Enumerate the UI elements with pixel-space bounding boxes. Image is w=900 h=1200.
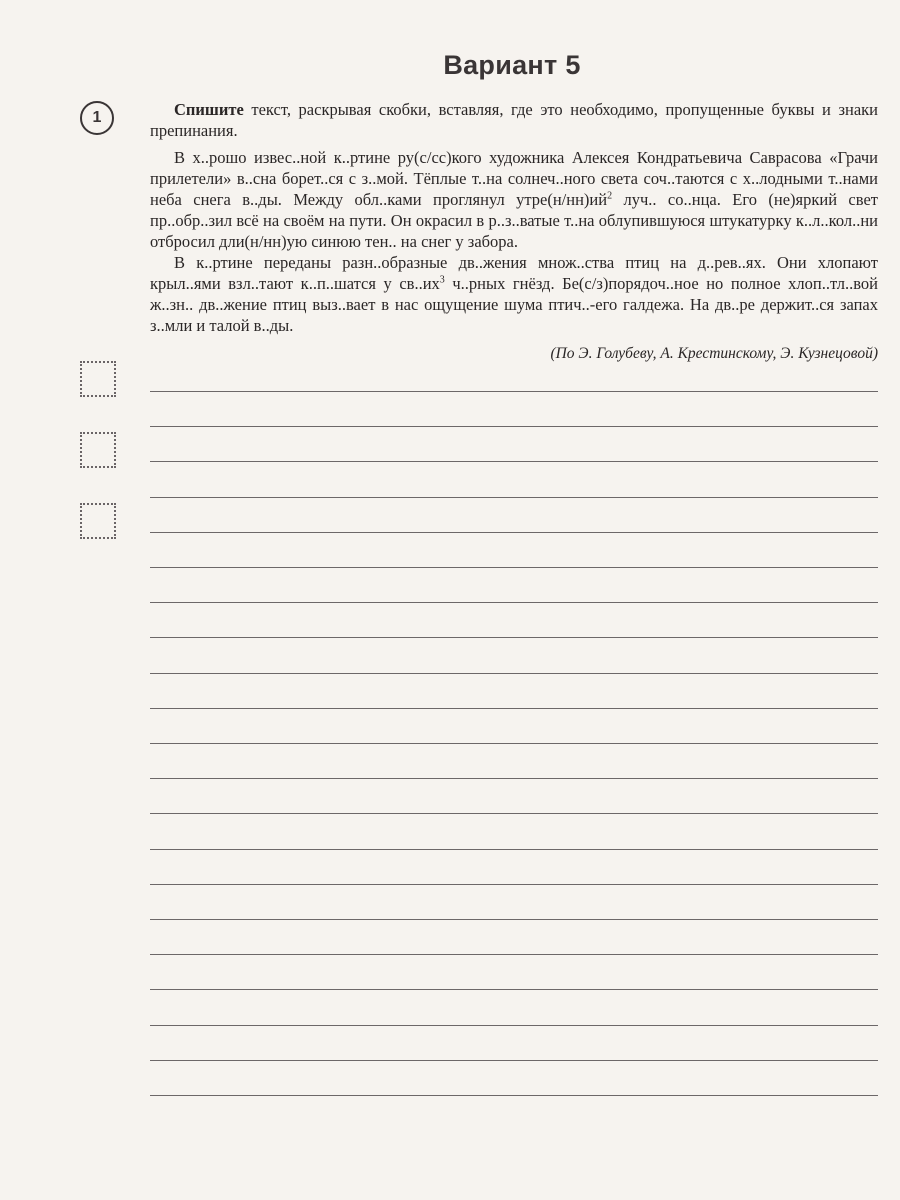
answer-line[interactable] [150,567,878,568]
answer-line[interactable] [150,426,878,427]
score-box-2[interactable] [80,432,116,468]
answer-line[interactable] [150,919,878,920]
answer-line[interactable] [150,954,878,955]
answer-line[interactable] [150,602,878,603]
answer-line[interactable] [150,743,878,744]
answer-line[interactable] [150,708,878,709]
exercise-paragraph-2 [150,252,878,336]
answer-line[interactable] [150,1095,878,1096]
answer-line[interactable] [150,673,878,674]
instruction-bold-verb: Спишите [174,100,244,119]
answer-line[interactable] [150,497,878,498]
paragraph-2-part-a: В к..ртине переданы разн..образные дв..жения множ..ства птиц на д..рев..ях. Они хлопают крыл..ями взл..тают к..п..шатся у св..их [150,253,878,293]
answer-line[interactable] [150,989,878,990]
exercise-paragraph-1 [150,147,878,252]
footnote-marker-2: 2 [607,190,613,202]
answer-line[interactable] [150,813,878,814]
instruction-text: текст, раскрывая скобки, вставляя, где это необходимо, пропущенные буквы и знаки препинания. [150,100,878,140]
answer-line[interactable] [150,637,878,638]
footnote-marker-3: 3 [439,274,445,286]
answer-line[interactable] [150,532,878,533]
score-box-1[interactable] [80,361,116,397]
task-instruction [150,99,878,141]
exercise-text [150,147,878,336]
answer-line[interactable] [150,778,878,779]
answer-line[interactable] [150,461,878,462]
score-box-3[interactable] [80,503,116,539]
answer-line[interactable] [150,849,878,850]
text-source-attribution: (По Э. Голубеву, А. Крестинскому, Э. Кузнецовой) [550,345,878,362]
paragraph-1-part-a: В х..рошо извес..ной к..ртине ру(с/сс)кого художника Алексея Кондратьевича Саврасова «Грачи прилетели» в..сна борет..ся с з..мой. Тёплые т..на солнеч..ного света соч..таются с х..лодными т..нами неба снега в..ды. Между обл..ками проглянул утре(н/нн)ий [150,148,878,209]
answer-line[interactable] [150,1025,878,1026]
task-number-badge: 1 [80,101,114,135]
answer-line[interactable] [150,1060,878,1061]
page-title: Вариант 5 [443,50,581,80]
answer-line[interactable] [150,884,878,885]
answer-line[interactable] [150,391,878,392]
paragraph-1-part-b: луч.. со..нца. Его (не)яркий свет пр..обр..зил всё на своём на пути. Он окрасил в р..з..ватые т..на облупившуюся штукатурку к..л..кол..ни отбросил дли(н/нн)ую синюю тен.. на снег у забора. [150,190,878,251]
paragraph-2-part-b: ч..рных гнёзд. Бе(с/з)порядоч..ное но полное хлоп..тл..вой ж..зн.. дв..жение птиц выз..вает в нас ощущение шума птич..-его галдежа. На дв..ре держит..ся запах з..мли и талой в..ды. [150,274,878,335]
